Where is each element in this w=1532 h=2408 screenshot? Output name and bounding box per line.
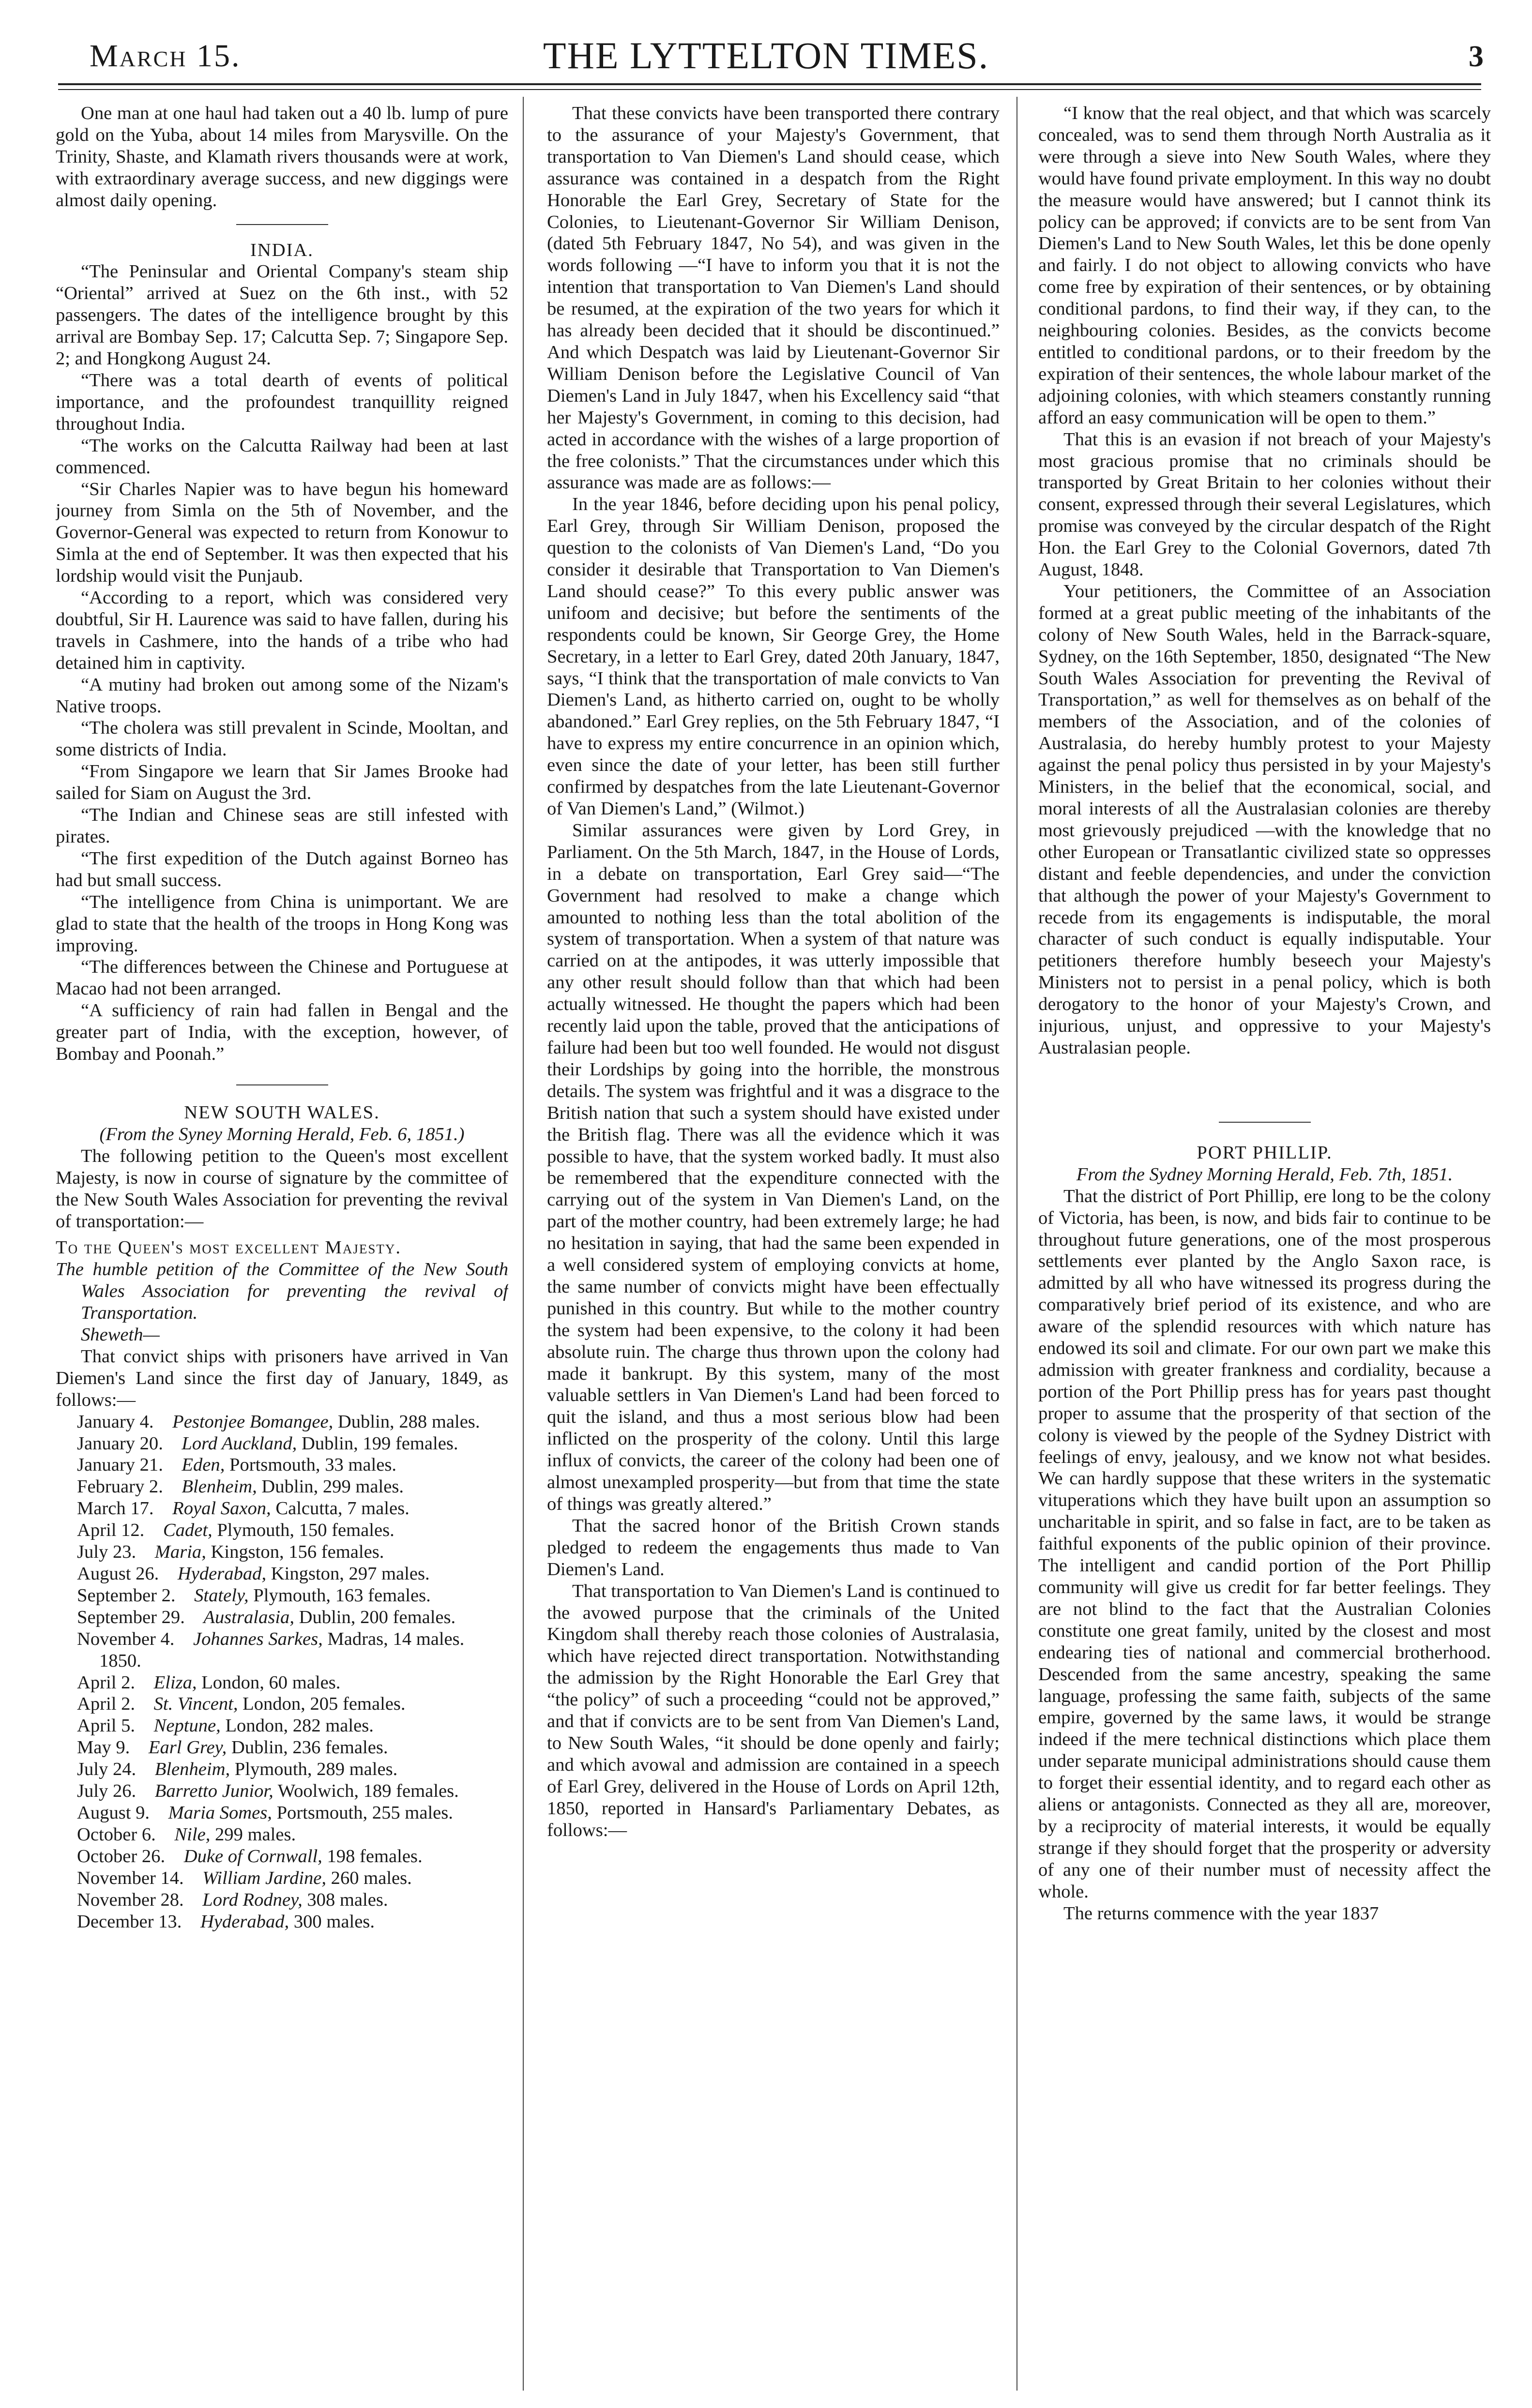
ship-date: November 28.: [77, 1889, 184, 1910]
ship-details: 308 males.: [307, 1889, 388, 1910]
article-paragraph: Your petitioners, the Committee of an Association formed at a great public meeting of the inhabitants of the colony of New South Wales, held in the Barrack-square, Sydney, on the 16th September, 1850, designated “The New South Wales Association for preventing the Revival of Transportation,” as well for themselves as on behalf of the members of the Association, and of the colonies of Australasia, do hereby humbly protest to your Majesty against the penal policy thus persisted in by your Majesty's Ministers, in the belief that the economical, social, and moral interests of all the Australasian colonies are thereby most grievously prejudiced —with the knowledge that no other European or Transatlantic civilized state so oppresses distant and feeble dependencies, and under the conviction that although the power of your Majesty's Government to recede from its engagements is indisputable, the moral character of such conduct is equally indisputable. Your petitioners therefore humbly beseech your Majesty's Ministers not to persist in a penal policy, which is both derogatory to the honor of your Majesty's Crown, and injurious, unjust, and oppressive to your Majesty's Australasian people.: [1038, 581, 1491, 1058]
ship-date: October 26.: [77, 1846, 166, 1866]
ship-entry: [56, 1846, 508, 1867]
article-paragraph: That these convicts have been transported there contrary to the assurance of your Majesty's Government, that transportation to Van Diemen's Land should cease, which assurance was contained in a despatch from the Right Honorable the Earl Grey, Secretary of State for the Colonies, to Lieutenant-Governor Sir William Denison, (dated 5th February 1847, No 54), and was given in the words following —“I have to inform you that it is not the intention that transportation to Van Diemen's Land should be resumed, at the expiration of the two years for which it has already been decided that it should be discontinued.” And which Despatch was laid by Lieutenant-Governor Sir William Denison before the Legislative Council of Van Diemen's Land in July 1847, when his Excellency said “that her Majesty's Government, in coming to this decision, had acted in accordance with the wishes of a large proportion of the free colonists.” That the circumstances under which this assurance was made are as follows:—: [547, 103, 1000, 493]
article-paragraph: “The cholera was still prevalent in Scinde, Mooltan, and some districts of India.: [56, 718, 508, 760]
ship-name: St. Vincent,: [153, 1694, 238, 1715]
ship-entry: [56, 1889, 508, 1911]
ship-entry: [56, 1715, 508, 1737]
ship-details: Dublin, 236 females.: [231, 1737, 388, 1758]
ship-date: July 24.: [77, 1759, 137, 1780]
masthead-rule-thin: [58, 89, 1481, 90]
ship-entry: [56, 1520, 508, 1541]
ship-name: Lord Auckland,: [182, 1433, 297, 1454]
ship-name: Nile,: [174, 1824, 211, 1845]
ship-date: July 23.: [77, 1542, 137, 1563]
ship-name: Maria Somes,: [168, 1802, 272, 1823]
petition-sheweth: Sheweth—: [81, 1324, 160, 1345]
article-paragraph: “The first expedition of the Dutch against Borneo has had but small success.: [56, 848, 508, 890]
ship-entry: [56, 1737, 508, 1759]
ship-entry: [56, 1607, 508, 1628]
ship-date: April 2.: [77, 1672, 136, 1693]
ship-entry: [56, 1541, 508, 1563]
ship-entry: [56, 1628, 508, 1650]
ship-list-1849: [56, 1411, 508, 1650]
ship-details: Kingston, 297 males.: [271, 1564, 430, 1584]
article-paragraph: The following petition to the Queen's most excellent Majesty, is now in course of signature by the committee of the New South Wales Association for preventing the revival of transportation:—: [56, 1145, 508, 1232]
ship-name: Eden,: [182, 1455, 225, 1475]
ship-entry: [56, 1585, 508, 1607]
ship-entry: [56, 1867, 508, 1889]
masthead-title: THE LYTTELTON TIMES.: [543, 34, 989, 76]
column-divider: [1016, 97, 1017, 2391]
ship-entry: [56, 1411, 508, 1433]
port-phillip-article: [1038, 1186, 1491, 1925]
ship-date: April 12.: [77, 1520, 145, 1541]
ship-name: Maria,: [154, 1542, 206, 1563]
article-paragraph: That the district of Port Phillip, ere long to be the colony of Victoria, has been, is now, and bids fair to continue to be throughout future generations, one of the most prosperous settlements ever planted by the Anglo Saxon race, is admitted by all who have witnessed its progress during the comparatively brief period of its existence, and who are aware of the splendid resources with which nature has endowed its soil and climate. For our own part we make this admission with greater frankness and cordiality, because a portion of the Port Phillip press has for years past thought proper to assume that the prosperity of that section of the colony is viewed by the people of the Sydney District with feelings of envy, jealousy, and we know not what besides. We can hardly suppose that these writers in the systematic vituperations which they have built upon an assumption so uncharitable in spirit, and so false in fact, are to be taken as faithful exponents of the public opinion of their province. The intelligent and candid portion of the Port Phillip community will give us credit for far better feelings. They are not blind to the fact that the Australian Colonies constitute one great family, united by the closest and most endearing ties of national and commercial brotherhood. Descended from the same ancestry, speaking the same language, professing the same faith, subjects of the same empire, governed by the same laws, it would be strange indeed if the mere technical distinctions which place them under separate municipal administrations should cause them to forget their essential identity, and to regard each other as aliens or antagonists. Connected as they all are, moreover, by a reciprocity of material interests, it would be equally strange if they should forget that the prosperity or adversity of any one of their number must of necessity affect the whole.: [1038, 1186, 1491, 1902]
ship-date: September 29.: [77, 1607, 185, 1627]
ship-entry: [56, 1759, 508, 1780]
ship-list-1850: [56, 1672, 508, 1933]
column-2: [547, 103, 1000, 2396]
ship-name: Duke of Cornwall,: [183, 1846, 322, 1866]
ship-name: Australasia,: [203, 1607, 294, 1627]
column-3: [1038, 103, 1491, 2396]
ship-name: Pestonjee Bomangee,: [172, 1411, 334, 1432]
article-paragraph: Similar assurances were given by Lord Grey, in Parliament. On the 5th March, 1847, in the House of Lords, in a debate on transportation, Earl Grey said—“The Government had resolved to make a change which amounted to nothing less than the total abolition of the system of transportation. When a system of that nature was carried on at the antipodes, it was utterly impossible that any other result should follow than that which had been actually witnessed. He thought the papers which had been recently laid upon the table, proved that the anticipations of failure had been but too well founded. He would not disgust their Lordships by going into the horrible, the monstrous details. The system was frightful and it was a disgrace to the British nation that such a system should have existed under the British flag. There was all the evidence which it was possible to have, that the system worked badly. It must also be remembered that the expenditure connected with the carrying out of the system in Van Diemen's Land, on the part of the mother country, had been extremely large; he had no hesitation in saying, that had the same been expended in a well considered system of employing convicts at home, the same number of convicts might have been effectually punished in this country. But while to the mother country the system had been expensive, to the colony it had been absolute ruin. The charge thus thrown upon the colony had made it bankrupt. By this system, many of the most valuable settlers in Van Diemen's Land had been forced to quit the island, and thus a most serious blow had been inflicted on the prosperity of the colony. Until this large influx of convicts, the career of the colony had been one of almost unexampled prosperity—but from that time the state of things was greatly altered.”: [547, 820, 1000, 1514]
ship-name: Lord Rodney,: [202, 1889, 303, 1910]
ship-details: Plymouth, 150 females.: [217, 1520, 394, 1541]
source-line: (From the Syney Morning Herald, Feb. 6, 1851.): [99, 1124, 465, 1144]
ship-name: Barretto Junior,: [154, 1781, 273, 1802]
ship-name: Neptune,: [153, 1716, 221, 1736]
ship-entry: [56, 1498, 508, 1520]
ship-date: August 26.: [77, 1564, 159, 1584]
petition-conclusion: [1038, 103, 1491, 1059]
ship-date: May 9.: [77, 1737, 130, 1758]
ship-details: 300 males.: [293, 1911, 375, 1932]
ship-entry: [56, 1454, 508, 1476]
india-article: [56, 261, 508, 1065]
article-paragraph: “Sir Charles Napier was to have begun his homeward journey from Simla on the 5th of November, and the Governor-General was expected to return from Konowur to Simla at the end of September. It was then expected that his lordship would visit the Punjaub.: [56, 479, 508, 587]
ship-entry: [56, 1433, 508, 1455]
ship-name: Eliza,: [153, 1672, 197, 1693]
section-rule: [1219, 1122, 1311, 1123]
masthead-date: March 15.: [90, 38, 241, 74]
article-paragraph: That this is an evasion if not breach of your Majesty's most gracious promise that no criminals should be transported by Great Britain to her colonies without their consent, expressed through their several Legislatures, which promise was conveyed by the circular despatch of the Right Hon. the Earl Grey to the Colonial Governors, dated 7th August, 1848.: [1038, 429, 1491, 580]
ship-entry: [56, 1693, 508, 1715]
petition-continued: [547, 103, 1000, 1841]
ship-date: January 4.: [77, 1411, 154, 1432]
ship-date: August 9.: [77, 1802, 150, 1823]
ship-details: Dublin, 299 males.: [261, 1476, 404, 1497]
ship-details: 260 males.: [331, 1867, 412, 1888]
ship-entry: [56, 1563, 508, 1585]
ship-date: September 2.: [77, 1585, 176, 1606]
section-heading-india: INDIA.: [250, 240, 314, 260]
section-heading-port-phillip: PORT PHILLIP.: [1197, 1142, 1333, 1163]
ship-date: February 2.: [77, 1476, 163, 1497]
section-heading-nsw: NEW SOUTH WALES.: [184, 1102, 380, 1123]
ship-details: London, 60 males.: [201, 1672, 341, 1693]
ship-date: November 4.: [77, 1628, 175, 1649]
ship-entry: [56, 1780, 508, 1802]
ship-entry: [56, 1824, 508, 1846]
ship-details: Calcutta, 7 males.: [275, 1498, 410, 1519]
column-1: [56, 103, 508, 2396]
article-paragraph: “The differences between the Chinese and Portuguese at Macao had not been arranged.: [56, 957, 508, 999]
ship-entry: [56, 1911, 508, 1933]
ship-details: Dublin, 288 males.: [337, 1411, 480, 1432]
ship-name: Earl Grey,: [148, 1737, 227, 1758]
section-rule: [236, 1084, 328, 1085]
ship-name: Blenheim,: [154, 1759, 230, 1780]
ship-name: Blenheim,: [182, 1476, 257, 1497]
article-paragraph: “There was a total dearth of events of political importance, and the profoundest tranquillity reigned throughout India.: [56, 370, 508, 434]
ship-entry: [56, 1802, 508, 1824]
petition-address: To the Queen's most excellent Majesty.: [56, 1237, 402, 1258]
ship-date: April 5.: [77, 1716, 136, 1736]
article-paragraph: In the year 1846, before deciding upon his penal policy, Earl Grey, through Sir William Denison, proposed the question to the colonists of Van Diemen's Land, “Do you consider it desirable that Transportation to Van Diemen's Land should cease?” To this every public answer was unifoom and decisive; but before the sentiments of the respondents could be known, Sir George Grey, the Home Secretary, in a letter to Earl Grey, dated 20th January, 1847, says, “I think that the transportation of male convicts to Van Diemen's Land, as hitherto carried on, ought to be wholly abandoned.” Earl Grey replies, on the 5th February 1847, “I have to express my entire concurrence in an opinion which, even since the date of your letter, has been still further confirmed by despatches from the late Lieutenant-Governor of Van Diemen's Land,” (Wilmot.): [547, 494, 1000, 819]
masthead-rule: [58, 83, 1481, 85]
ship-date: November 14.: [77, 1867, 184, 1888]
ship-date: December 13.: [77, 1911, 182, 1932]
ship-date: April 2.: [77, 1694, 136, 1715]
article-paragraph: “According to a report, which was considered very doubtful, Sir H. Laurence was said to have fallen, during his travels in Cashmere, into the hands of a tribe who had detained him in captivity.: [56, 587, 508, 673]
ship-name: Hyderabad,: [200, 1911, 289, 1932]
article-paragraph: “The Indian and Chinese seas are still infested with pirates.: [56, 805, 508, 847]
article-paragraph: “I know that the real object, and that which was scarcely concealed, was to send them through North Australia as it were through a sieve into New South Wales, where they would have found private employment. In this way no doubt the measure would have answered; but I cannot think its policy can be approved; if convicts are to be sent from Van Diemen's Land to New South Wales, let this be done openly and fairly. I do not object to allowing convicts who have come free by expiration of their sentences, or by obtaining conditional pardons, to find their way, if they can, to the neighbouring colonies. Besides, as the convicts become entitled to conditional pardons, or to their freedom by the expiration of their sentences, the whole labour market of the adjoining colonies, with which steamers constantly running afford an easy communication will be open to them.”: [1038, 103, 1491, 428]
ship-details: Plymouth, 163 females.: [253, 1585, 431, 1606]
ship-details: 198 females.: [327, 1846, 423, 1866]
ship-entry: [56, 1476, 508, 1498]
ship-date: January 20.: [77, 1433, 163, 1454]
article-paragraph: That convict ships with prisoners have arrived in Van Diemen's Land since the first day of January, 1849, as follows:—: [56, 1346, 508, 1410]
year-label: 1850.: [99, 1650, 141, 1671]
article-paragraph: “A mutiny had broken out among some of the Nizam's Native troops.: [56, 674, 508, 717]
ship-date: July 26.: [77, 1781, 137, 1802]
ship-details: 299 males.: [215, 1824, 296, 1845]
article-paragraph: “The works on the Calcutta Railway had been at last commenced.: [56, 435, 508, 478]
ship-name: Royal Saxon,: [172, 1498, 271, 1519]
ship-details: Dublin, 199 females.: [301, 1433, 458, 1454]
ship-details: Madras, 14 males.: [327, 1628, 465, 1649]
ship-date: October 6.: [77, 1824, 156, 1845]
article-paragraph: The returns commence with the year 1837: [1063, 1903, 1379, 1924]
article-paragraph: “The intelligence from China is unimportant. We are glad to state that the health of the troops in Hong Kong was improving.: [56, 891, 508, 956]
source-line: From the Sydney Morning Herald, Feb. 7th, 1851.: [1076, 1164, 1453, 1185]
ship-details: Portsmouth, 33 males.: [229, 1455, 397, 1475]
ship-date: March 17.: [77, 1498, 154, 1519]
ship-name: William Jardine,: [202, 1867, 327, 1888]
article-paragraph: “A sufficiency of rain had fallen in Bengal and the greater part of India, with the exception, however, of Bombay and Poonah.”: [56, 1000, 508, 1065]
ship-name: Hyderabad,: [177, 1564, 267, 1584]
ship-details: Dublin, 200 females.: [299, 1607, 456, 1627]
ship-details: London, 205 females.: [243, 1694, 406, 1715]
ship-details: Plymouth, 289 males.: [234, 1759, 398, 1780]
ship-date: January 21.: [77, 1455, 163, 1475]
ship-name: Stately,: [194, 1585, 249, 1606]
article-paragraph: “From Singapore we learn that Sir James Brooke had sailed for Siam on August the 3rd.: [56, 761, 508, 804]
article-paragraph: That transportation to Van Diemen's Land is continued to the avowed purpose that the criminals of the United Kingdom shall thereby reach those colonies of Australasia, which have rejected direct transportation. Notwithstanding the admission by the Right Honorable the Earl Grey that “the policy” of such a proceeding “could not be approved,” and that if convicts are to be sent from Van Diemen's Land, to New South Wales, “it should be done openly and fairly; and which avowal and admission are contained in a speech of Earl Grey, delivered in the House of Lords on April 12th, 1850, reported in Hansard's Parliamentary Debates, as follows:—: [547, 1580, 1000, 1840]
page-number: 3: [1469, 40, 1484, 73]
ship-details: Woolwich, 189 females.: [277, 1781, 459, 1802]
article-paragraph: One man at one haul had taken out a 40 lb. lump of pure gold on the Yuba, about 14 miles from Marysville. On the Trinity, Shaste, and Klamath rivers thousands were at work, with extraordinary average success, and new diggings were almost daily opening.: [56, 103, 508, 211]
section-rule: [236, 224, 328, 225]
ship-details: London, 282 males.: [225, 1716, 374, 1736]
column-divider: [523, 97, 524, 2391]
petition-title: The humble petition of the Committee of the New South Wales Association for preventing the revival of Transportation.: [56, 1259, 508, 1324]
ship-details: Kingston, 156 females.: [211, 1542, 384, 1563]
ship-entry: [56, 1672, 508, 1694]
ship-name: Cadet,: [163, 1520, 212, 1541]
article-paragraph: That the sacred honor of the British Crown stands pledged to redeem the engagements thus made to Van Diemen's Land.: [547, 1515, 1000, 1580]
ship-details: Portsmouth, 255 males.: [276, 1802, 453, 1823]
ship-name: Johannes Sarkes,: [193, 1628, 323, 1649]
article-paragraph: “The Peninsular and Oriental Company's steam ship “Oriental” arrived at Suez on the 6th inst., with 52 passengers. The dates of the intelligence brought by this arrival are Bombay Sep. 17; Calcutta Sep. 7; Singapore Sep. 2; and Hongkong August 24.: [56, 261, 508, 369]
